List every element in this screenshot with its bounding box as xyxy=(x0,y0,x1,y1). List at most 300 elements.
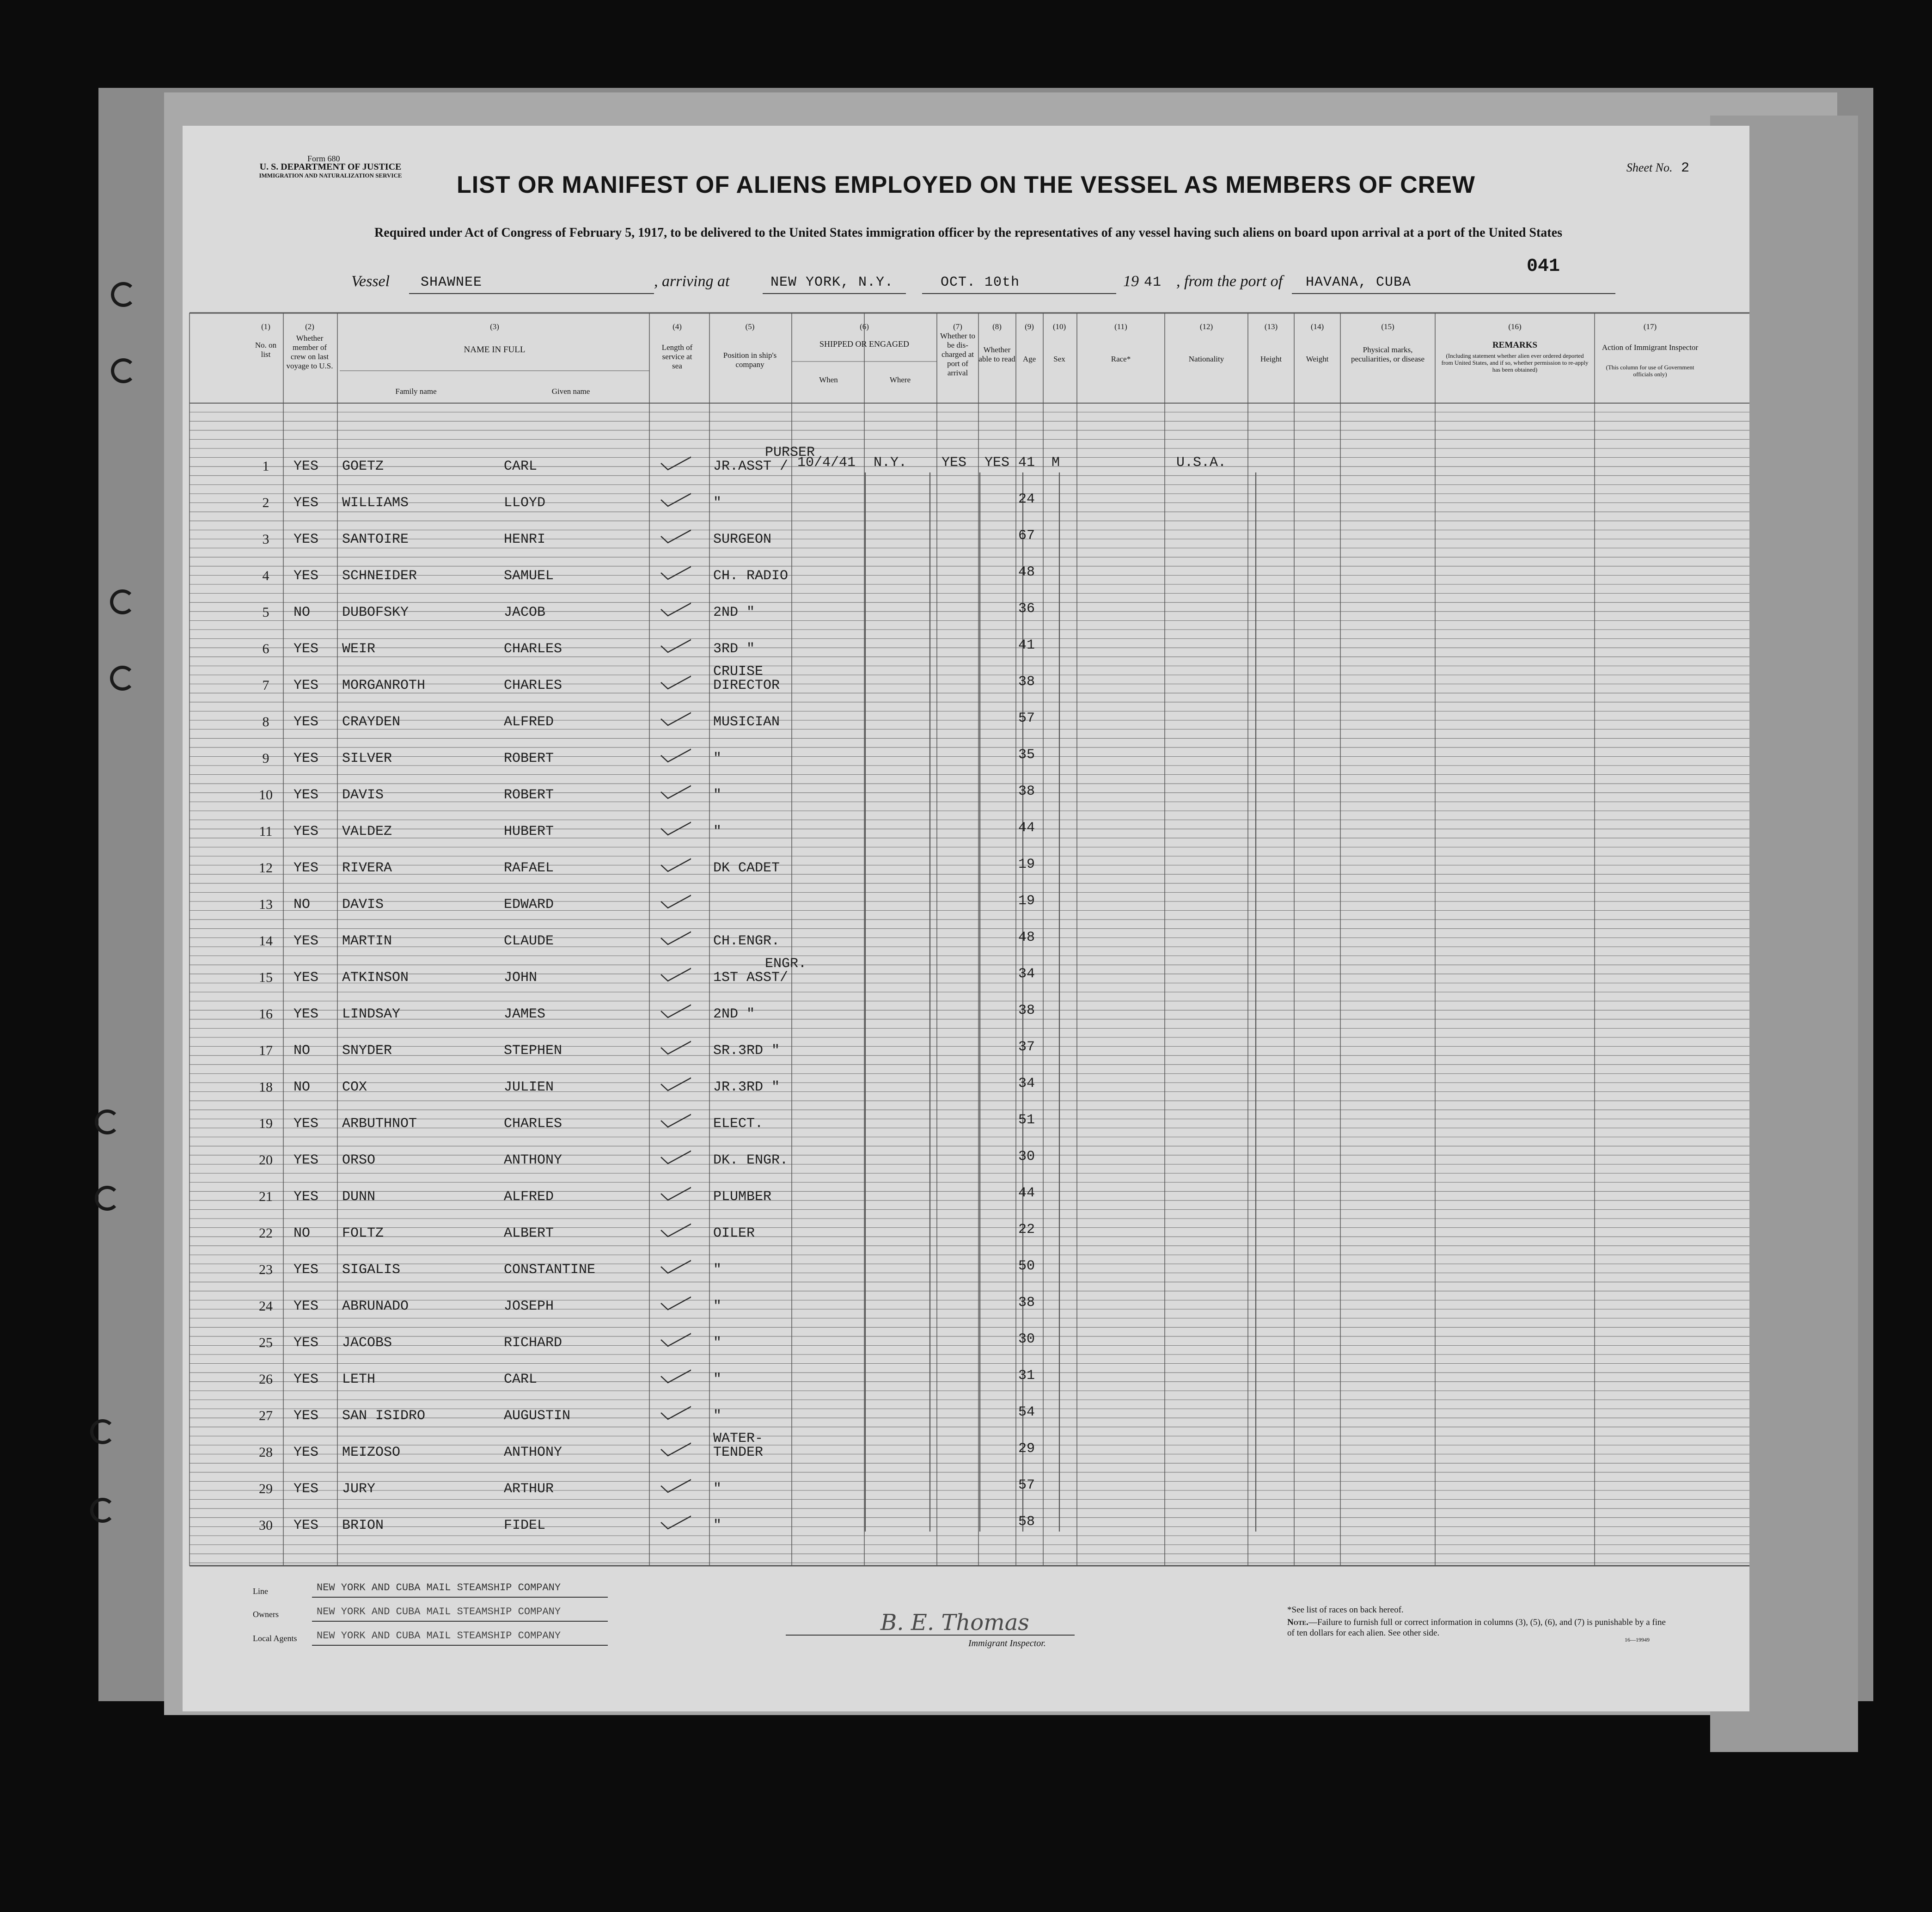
binder-hook xyxy=(110,589,135,614)
check-mark-icon xyxy=(659,1367,691,1384)
given-name: CARL xyxy=(504,1372,538,1387)
given-name: RAFAEL xyxy=(504,860,554,876)
last-voyage-value: NO xyxy=(293,1079,311,1095)
age-value: 19 xyxy=(1018,857,1035,872)
stamp-number: 041 xyxy=(1526,256,1560,277)
position-value: TENDER xyxy=(713,1445,764,1460)
owners-label: Owners xyxy=(253,1610,279,1619)
col5-header: Position in ship's company xyxy=(723,351,777,369)
position-value-line2: ENGR. xyxy=(765,956,807,972)
check-mark-icon xyxy=(659,454,691,471)
discharged-value: YES xyxy=(942,455,967,471)
check-mark-icon xyxy=(659,490,691,507)
col14-number: (14) xyxy=(1310,322,1324,331)
nationality-value: U.S.A. xyxy=(1176,455,1227,471)
last-voyage-value: YES xyxy=(293,1262,319,1278)
check-mark-icon xyxy=(659,1403,691,1420)
check-mark-icon xyxy=(659,1477,691,1493)
position-value: DIRECTOR xyxy=(713,678,780,693)
print-code: 16—19949 xyxy=(1625,1636,1650,1643)
row-number: 17 xyxy=(259,1043,273,1058)
last-voyage-value: NO xyxy=(293,605,311,620)
family-name: ABRUNADO xyxy=(342,1299,409,1314)
given-name: JOHN xyxy=(504,970,538,986)
position-value: JR.3RD " xyxy=(713,1079,780,1095)
from-port: HAVANA, CUBA xyxy=(1306,275,1412,290)
row-number: 9 xyxy=(262,751,269,766)
inspector-signature: B. E. Thomas xyxy=(880,1610,1029,1636)
given-name: HUBERT xyxy=(504,824,554,840)
binder-hook xyxy=(95,1186,120,1211)
position-value: " xyxy=(713,1518,722,1533)
agents-value: NEW YORK AND CUBA MAIL STEAMSHIP COMPANY xyxy=(317,1630,561,1642)
family-name: MEIZOSO xyxy=(342,1445,401,1460)
position-value-line2: WATER- xyxy=(713,1431,764,1446)
family-name: SNYDER xyxy=(342,1043,392,1059)
sheet-label: Sheet No. xyxy=(1626,161,1673,174)
position-value: OILER xyxy=(713,1226,755,1241)
col11-header: Race* xyxy=(1111,355,1131,363)
department-name: U. S. DEPARTMENT OF JUSTICE xyxy=(259,162,402,172)
given-name: ALFRED xyxy=(504,714,554,730)
age-value: 57 xyxy=(1018,1477,1035,1493)
col9-number: (9) xyxy=(1025,322,1034,331)
given-name: SAMUEL xyxy=(504,568,554,584)
position-value: 2ND " xyxy=(713,1006,755,1022)
check-mark-icon xyxy=(659,1330,691,1347)
row-number: 10 xyxy=(259,787,273,803)
age-value: 29 xyxy=(1018,1441,1035,1457)
given-name: ALBERT xyxy=(504,1226,554,1241)
col6-header: SHIPPED OR ENGAGED xyxy=(819,339,909,349)
family-name: FOLTZ xyxy=(342,1226,384,1241)
col16-number: (16) xyxy=(1508,322,1522,331)
age-value: 31 xyxy=(1018,1368,1035,1384)
check-mark-icon xyxy=(659,637,691,653)
check-mark-icon xyxy=(659,1440,691,1457)
position-value: " xyxy=(713,1262,722,1278)
position-value: " xyxy=(713,495,722,511)
given-name: ANTHONY xyxy=(504,1445,562,1460)
binder-hook xyxy=(110,666,135,691)
age-value: 34 xyxy=(1018,966,1035,982)
position-value: 1ST ASST/ xyxy=(713,970,789,986)
shipped-where: N.Y. xyxy=(874,455,907,471)
age-value: 35 xyxy=(1018,747,1035,763)
col15-number: (15) xyxy=(1381,322,1394,331)
given-name: LLOYD xyxy=(504,495,546,511)
given-name: STEPHEN xyxy=(504,1043,562,1059)
age-value: 41 xyxy=(1018,455,1035,471)
row-number: 27 xyxy=(259,1408,273,1423)
given-name: RICHARD xyxy=(504,1335,562,1351)
check-mark-icon xyxy=(659,1513,691,1530)
age-value: 34 xyxy=(1018,1076,1035,1091)
col2-number: (2) xyxy=(305,322,314,331)
family-name: CRAYDEN xyxy=(342,714,401,730)
check-mark-icon xyxy=(659,1111,691,1128)
row-number: 30 xyxy=(259,1518,273,1533)
last-voyage-value: YES xyxy=(293,459,319,474)
col6a-header: When xyxy=(819,375,838,384)
check-mark-icon xyxy=(659,564,691,580)
last-voyage-value: YES xyxy=(293,860,319,876)
position-value: " xyxy=(713,824,722,840)
col3-header: NAME IN FULL xyxy=(464,345,526,355)
check-mark-icon xyxy=(659,1257,691,1274)
check-mark-icon xyxy=(659,965,691,982)
position-value: ELECT. xyxy=(713,1116,764,1132)
age-value: 24 xyxy=(1018,491,1035,507)
position-value: " xyxy=(713,1335,722,1351)
age-value: 50 xyxy=(1018,1258,1035,1274)
check-mark-icon xyxy=(659,1221,691,1238)
family-name: SANTOIRE xyxy=(342,532,409,547)
last-voyage-value: YES xyxy=(293,495,319,511)
position-value-line2: CRUISE xyxy=(713,664,764,680)
check-mark-icon xyxy=(659,1148,691,1164)
family-name: RIVERA xyxy=(342,860,392,876)
last-voyage-value: YES xyxy=(293,641,319,657)
age-value: 19 xyxy=(1018,893,1035,909)
given-name: JACOB xyxy=(504,605,546,620)
check-mark-icon xyxy=(659,1075,691,1091)
age-value: 57 xyxy=(1018,711,1035,726)
family-name: MARTIN xyxy=(342,933,392,949)
check-mark-icon xyxy=(659,892,691,909)
col5-number: (5) xyxy=(745,322,755,331)
family-name: LINDSAY xyxy=(342,1006,401,1022)
col3-number: (3) xyxy=(490,322,499,331)
col3b-header: Given name xyxy=(551,387,590,396)
last-voyage-value: YES xyxy=(293,1116,319,1132)
last-voyage-value: YES xyxy=(293,1518,319,1533)
row-number: 8 xyxy=(262,714,269,729)
row-number: 13 xyxy=(259,897,273,912)
col4-header: Length of service at sea xyxy=(661,343,693,370)
position-value: SURGEON xyxy=(713,532,772,547)
row-number: 19 xyxy=(259,1116,273,1131)
family-name: DUNN xyxy=(342,1189,376,1205)
family-name: ATKINSON xyxy=(342,970,409,986)
col6b-header: Where xyxy=(889,375,911,384)
row-number: 18 xyxy=(259,1079,273,1095)
age-value: 38 xyxy=(1018,784,1035,799)
binder-hook xyxy=(90,1498,115,1523)
row-number: 15 xyxy=(259,970,273,985)
last-voyage-value: YES xyxy=(293,1372,319,1387)
age-value: 37 xyxy=(1018,1039,1035,1055)
family-name: DAVIS xyxy=(342,787,384,803)
from-label: , from the port of xyxy=(1176,273,1283,290)
last-voyage-value: YES xyxy=(293,1481,319,1497)
position-value: MUSICIAN xyxy=(713,714,780,730)
row-number: 3 xyxy=(262,532,269,547)
line-label: Line xyxy=(253,1587,268,1596)
col7-header: Whether to be dis-charged at port of arrival xyxy=(940,331,975,377)
col2-header: Whether member of crew on last voyage to U.S. xyxy=(286,334,333,370)
able-to-read-value: YES xyxy=(984,455,1010,471)
check-mark-icon xyxy=(659,929,691,945)
age-value: 41 xyxy=(1018,637,1035,653)
arrival-date: OCT. 10th xyxy=(941,275,1020,290)
row-number: 24 xyxy=(259,1299,273,1314)
row-number: 7 xyxy=(262,678,269,693)
family-name: SIGALIS xyxy=(342,1262,401,1278)
given-name: ARTHUR xyxy=(504,1481,554,1497)
given-name: CONSTANTINE xyxy=(504,1262,596,1278)
family-name: BRION xyxy=(342,1518,384,1533)
shipped-when: 10/4/41 xyxy=(797,455,856,471)
family-name: JACOBS xyxy=(342,1335,392,1351)
row-number: 5 xyxy=(262,605,269,620)
family-name: COX xyxy=(342,1079,367,1095)
col10-number: (10) xyxy=(1052,322,1066,331)
age-value: 22 xyxy=(1018,1222,1035,1238)
age-value: 44 xyxy=(1018,1185,1035,1201)
col15-header: Physical marks, peculiarities, or disease xyxy=(1351,345,1425,363)
family-name: DAVIS xyxy=(342,897,384,913)
position-value: " xyxy=(713,1299,722,1314)
row-number: 21 xyxy=(259,1189,273,1204)
given-name: EDWARD xyxy=(504,897,554,913)
check-mark-icon xyxy=(659,1038,691,1055)
last-voyage-value: YES xyxy=(293,1299,319,1314)
position-value: 3RD " xyxy=(713,641,755,657)
position-value: JR.ASST / xyxy=(713,459,789,474)
position-value: " xyxy=(713,1408,722,1424)
row-number: 4 xyxy=(262,568,269,583)
col7-number: (7) xyxy=(953,322,962,331)
check-mark-icon xyxy=(659,819,691,836)
position-value: DK CADET xyxy=(713,860,780,876)
check-mark-icon xyxy=(659,600,691,617)
agents-underline xyxy=(312,1644,608,1646)
family-name: DUBOFSKY xyxy=(342,605,409,620)
note-label: Note. xyxy=(1287,1618,1308,1627)
given-name: AUGUSTIN xyxy=(504,1408,571,1424)
binder-hook xyxy=(111,358,136,383)
last-voyage-value: NO xyxy=(293,897,311,913)
position-value: DK. ENGR. xyxy=(713,1152,789,1168)
vessel-value: SHAWNEE xyxy=(421,275,483,290)
given-name: ANTHONY xyxy=(504,1152,562,1168)
year-prefix: 19 xyxy=(1123,273,1139,290)
family-name: SCHNEIDER xyxy=(342,568,417,584)
col16-header: REMARKS xyxy=(1492,340,1538,350)
family-name: LETH xyxy=(342,1372,376,1387)
family-name: ORSO xyxy=(342,1152,376,1168)
sheet-value: 2 xyxy=(1681,160,1689,176)
given-name: HENRI xyxy=(504,532,546,547)
row-number: 28 xyxy=(259,1445,273,1460)
inspector-label: Immigrant Inspector. xyxy=(968,1638,1046,1648)
arriving-port: NEW YORK, N.Y. xyxy=(770,275,894,290)
col17-number: (17) xyxy=(1643,322,1657,331)
last-voyage-value: YES xyxy=(293,568,319,584)
last-voyage-value: YES xyxy=(293,1152,319,1168)
col10-header: Sex xyxy=(1053,355,1065,363)
check-mark-icon xyxy=(659,673,691,690)
position-value: " xyxy=(713,1372,722,1387)
arrival-year: 41 xyxy=(1144,275,1162,290)
col3a-header: Family name xyxy=(395,387,437,396)
col12-number: (12) xyxy=(1199,322,1213,331)
agents-label: Local Agents xyxy=(253,1634,297,1643)
row-number: 14 xyxy=(259,933,273,949)
age-value: 38 xyxy=(1018,1003,1035,1018)
col8-header: Whether able to read xyxy=(978,345,1015,363)
given-name: JULIEN xyxy=(504,1079,554,1095)
age-value: 38 xyxy=(1018,1295,1035,1311)
age-value: 44 xyxy=(1018,820,1035,836)
manifest-sheet xyxy=(183,126,1749,1711)
position-value: " xyxy=(713,787,722,803)
given-name: ROBERT xyxy=(504,751,554,766)
check-mark-icon xyxy=(659,710,691,726)
check-mark-icon xyxy=(659,746,691,763)
family-name: ARBUTHNOT xyxy=(342,1116,417,1132)
row-number: 1 xyxy=(262,459,269,474)
last-voyage-value: YES xyxy=(293,751,319,766)
binder-hook xyxy=(90,1419,115,1444)
page-subtitle: Required under Act of Congress of February 5, 1917, to be delivered to the United States immigration officer by the representatives of any vessel having such aliens on board upon arrival at a port of the United States xyxy=(374,226,1562,240)
family-name: WILLIAMS xyxy=(342,495,409,511)
col6-number: (6) xyxy=(860,322,869,331)
position-value-line2: PURSER xyxy=(765,445,815,460)
row-number: 26 xyxy=(259,1372,273,1387)
given-name: JAMES xyxy=(504,1006,546,1022)
row-number: 2 xyxy=(262,495,269,510)
row-number: 11 xyxy=(259,824,273,839)
row-number: 29 xyxy=(259,1481,273,1496)
check-mark-icon xyxy=(659,527,691,544)
given-name: JOSEPH xyxy=(504,1299,554,1314)
col13-number: (13) xyxy=(1264,322,1278,331)
page-title: LIST OR MANIFEST OF ALIENS EMPLOYED ON THE VESSEL AS MEMBERS OF CREW xyxy=(457,172,1475,198)
age-value: 54 xyxy=(1018,1404,1035,1420)
given-name: CHARLES xyxy=(504,641,562,657)
age-value: 48 xyxy=(1018,930,1035,945)
check-mark-icon xyxy=(659,1002,691,1018)
col1-number: (1) xyxy=(261,322,270,331)
row-number: 16 xyxy=(259,1006,273,1022)
note-text: —Failure to furnish full or correct information in columns (3), (5), (6), and (7) is punishable by a fine of ten dollars for each alien. See other side. xyxy=(1287,1618,1666,1638)
last-voyage-value: YES xyxy=(293,970,319,986)
family-name: MORGANROTH xyxy=(342,678,426,693)
given-name: CHARLES xyxy=(504,1116,562,1132)
family-name: SILVER xyxy=(342,751,392,766)
position-value: PLUMBER xyxy=(713,1189,772,1205)
position-value: CH. RADIO xyxy=(713,568,789,584)
row-number: 12 xyxy=(259,860,273,876)
check-mark-icon xyxy=(659,1294,691,1311)
check-mark-icon xyxy=(659,1184,691,1201)
age-value: 67 xyxy=(1018,528,1035,544)
form-number: Form 680 xyxy=(307,154,340,163)
given-name: FIDEL xyxy=(504,1518,546,1533)
last-voyage-value: YES xyxy=(293,678,319,693)
given-name: ROBERT xyxy=(504,787,554,803)
races-note: *See list of races on back hereof. xyxy=(1287,1605,1404,1615)
binder-hook xyxy=(111,282,136,307)
last-voyage-value: YES xyxy=(293,787,319,803)
position-value: " xyxy=(713,1481,722,1497)
row-number: 22 xyxy=(259,1226,273,1241)
family-name: VALDEZ xyxy=(342,824,392,840)
age-value: 36 xyxy=(1018,601,1035,617)
owners-underline xyxy=(312,1620,608,1622)
col16-subheader: (Including statement whether alien ever ordered deported from United States, and if so, whether permission to re-apply has been obtained) xyxy=(1441,352,1589,373)
col1-header: No. on list xyxy=(255,341,277,359)
age-value: 51 xyxy=(1018,1112,1035,1128)
position-value: " xyxy=(713,751,722,766)
age-value: 38 xyxy=(1018,674,1035,690)
age-value: 30 xyxy=(1018,1331,1035,1347)
check-mark-icon xyxy=(659,856,691,872)
last-voyage-value: NO xyxy=(293,1226,311,1241)
last-voyage-value: YES xyxy=(293,1189,319,1205)
given-name: CHARLES xyxy=(504,678,562,693)
position-value: SR.3RD " xyxy=(713,1043,780,1059)
last-voyage-value: YES xyxy=(293,532,319,547)
sex-value: M xyxy=(1052,455,1060,471)
row-number: 23 xyxy=(259,1262,273,1277)
col12-header: Nationality xyxy=(1188,355,1224,363)
last-voyage-value: YES xyxy=(293,1006,319,1022)
arriving-label: , arriving at xyxy=(654,273,730,290)
line-underline xyxy=(312,1596,608,1598)
last-voyage-value: YES xyxy=(293,1408,319,1424)
last-voyage-value: NO xyxy=(293,1043,311,1059)
col14-header: Weight xyxy=(1306,355,1329,363)
col13-header: Height xyxy=(1260,355,1282,363)
last-voyage-value: YES xyxy=(293,824,319,840)
age-value: 58 xyxy=(1018,1514,1035,1530)
last-voyage-value: YES xyxy=(293,1445,319,1460)
given-name: ALFRED xyxy=(504,1189,554,1205)
col17-subheader: (This column for use of Government officials only) xyxy=(1606,364,1694,378)
given-name: CLAUDE xyxy=(504,933,554,949)
last-voyage-value: YES xyxy=(293,1335,319,1351)
row-number: 25 xyxy=(259,1335,273,1350)
age-value: 30 xyxy=(1018,1149,1035,1164)
family-name: GOETZ xyxy=(342,459,384,474)
owners-value: NEW YORK AND CUBA MAIL STEAMSHIP COMPANY xyxy=(317,1606,561,1618)
last-voyage-value: YES xyxy=(293,714,319,730)
line-value: NEW YORK AND CUBA MAIL STEAMSHIP COMPANY xyxy=(317,1582,561,1593)
penalty-note xyxy=(1287,1617,1666,1638)
family-name: SAN ISIDRO xyxy=(342,1408,426,1424)
col4-number: (4) xyxy=(673,322,682,331)
age-value: 48 xyxy=(1018,564,1035,580)
vessel-label: Vessel xyxy=(351,273,390,290)
position-value: CH.ENGR. xyxy=(713,933,780,949)
given-name: CARL xyxy=(504,459,538,474)
row-number: 6 xyxy=(262,641,269,656)
family-name: WEIR xyxy=(342,641,376,657)
col11-number: (11) xyxy=(1114,322,1127,331)
binder-hook xyxy=(95,1109,120,1134)
signature-underline xyxy=(786,1634,1075,1636)
col17-header: Action of Immigrant Inspector xyxy=(1602,343,1699,352)
family-name: JURY xyxy=(342,1481,376,1497)
row-number: 20 xyxy=(259,1152,273,1168)
position-value: 2ND " xyxy=(713,605,755,620)
check-mark-icon xyxy=(659,783,691,799)
service-name: IMMIGRATION AND NATURALIZATION SERVICE xyxy=(259,172,402,179)
last-voyage-value: YES xyxy=(293,933,319,949)
